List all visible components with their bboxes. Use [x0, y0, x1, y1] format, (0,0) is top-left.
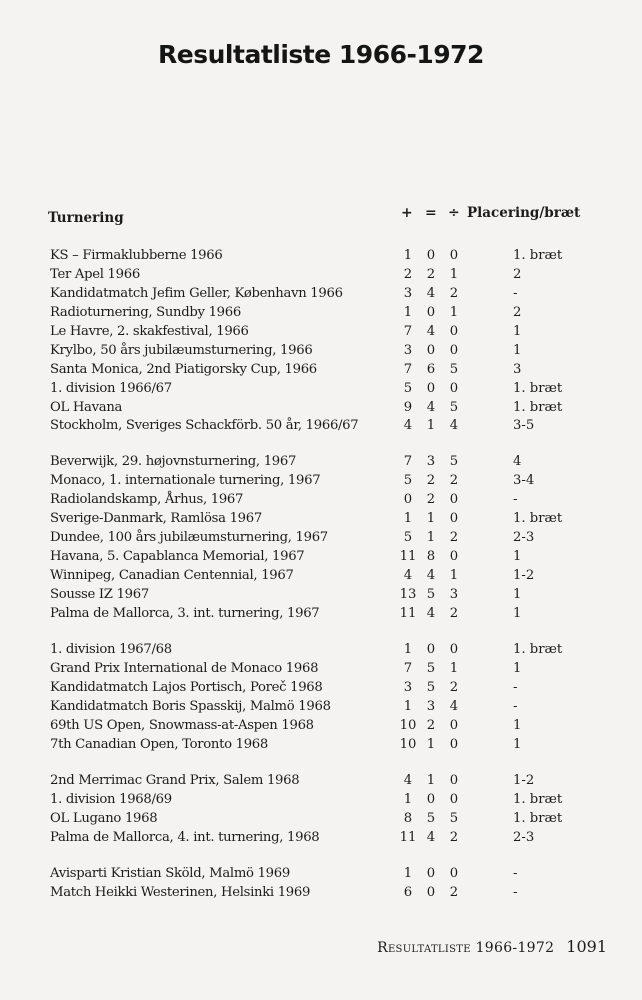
table-row — [0, 471, 642, 490]
draws-cell: 4 — [426, 606, 436, 621]
placement-cell: 1 — [513, 606, 522, 621]
draws-cell: 8 — [426, 549, 436, 564]
tournament-name: Radioturnering, Sundby 1966 — [50, 305, 241, 320]
wins-cell: 4 — [403, 568, 413, 583]
losses-cell: 0 — [449, 248, 459, 263]
placement-cell: - — [513, 885, 518, 900]
placement-cell: 2-3 — [513, 530, 535, 545]
table-row — [0, 678, 642, 697]
table-row — [0, 303, 642, 322]
table-row — [0, 379, 642, 398]
table-row — [0, 604, 642, 623]
wins-cell: 0 — [403, 492, 413, 507]
placement-cell: 1-2 — [513, 568, 535, 583]
table-row — [0, 566, 642, 585]
placement-cell: 1 — [513, 324, 522, 339]
tournament-name: Havana, 5. Capablanca Memorial, 1967 — [50, 549, 305, 564]
tournament-name: 69th US Open, Snowmass-at-Aspen 1968 — [50, 718, 314, 733]
wins-cell: 6 — [403, 885, 413, 900]
losses-cell: 0 — [449, 324, 459, 339]
placement-cell: 3-5 — [513, 418, 535, 433]
wins-cell: 3 — [403, 286, 413, 301]
table-row — [0, 322, 642, 341]
wins-cell: 1 — [403, 792, 413, 807]
table-row — [0, 828, 642, 847]
wins-cell: 4 — [403, 773, 413, 788]
losses-cell: 0 — [449, 549, 459, 564]
wins-cell: 2 — [403, 267, 413, 282]
draws-cell: 2 — [426, 267, 436, 282]
losses-cell: 2 — [449, 830, 459, 845]
wins-cell: 7 — [403, 324, 413, 339]
losses-cell: 0 — [449, 511, 459, 526]
wins-cell: 13 — [399, 587, 417, 602]
draws-cell: 3 — [426, 699, 436, 714]
placement-cell: 1 — [513, 737, 522, 752]
table-row — [0, 246, 642, 265]
draws-cell: 0 — [426, 866, 436, 881]
losses-cell: 2 — [449, 286, 459, 301]
wins-cell: 1 — [403, 866, 413, 881]
wins-cell: 9 — [403, 400, 413, 415]
wins-cell: 3 — [403, 343, 413, 358]
draws-cell: 0 — [426, 642, 436, 657]
draws-cell: 5 — [426, 661, 436, 676]
draws-cell: 3 — [426, 454, 436, 469]
losses-cell: 0 — [449, 381, 459, 396]
wins-cell: 11 — [399, 830, 417, 845]
tournament-name: Kandidatmatch Boris Spasskij, Malmö 1968 — [50, 699, 331, 714]
draws-cell: 0 — [426, 885, 436, 900]
wins-cell: 1 — [403, 642, 413, 657]
draws-cell: 4 — [426, 286, 436, 301]
draws-cell: 4 — [426, 568, 436, 583]
losses-cell: 0 — [449, 492, 459, 507]
placement-cell: 3-4 — [513, 473, 535, 488]
table-row — [0, 585, 642, 604]
wins-cell: 8 — [403, 811, 413, 826]
draws-cell: 1 — [426, 737, 436, 752]
placement-cell: 1. bræt — [513, 642, 563, 657]
tournament-name: Match Heikki Westerinen, Helsinki 1969 — [50, 885, 311, 900]
draws-cell: 0 — [426, 248, 436, 263]
table-row — [0, 735, 642, 754]
losses-cell: 2 — [449, 606, 459, 621]
tournament-name: OL Havana — [50, 400, 123, 415]
placement-cell: - — [513, 699, 518, 714]
column-header-tournament: Turnering — [48, 210, 124, 226]
placement-cell: 1. bræt — [513, 792, 563, 807]
losses-cell: 0 — [449, 718, 459, 733]
losses-cell: 5 — [449, 454, 459, 469]
draws-cell: 5 — [426, 680, 436, 695]
wins-cell: 10 — [399, 737, 417, 752]
losses-cell: 4 — [449, 418, 459, 433]
tournament-name: Ter Apel 1966 — [50, 267, 140, 282]
tournament-name: Le Havre, 2. skakfestival, 1966 — [50, 324, 249, 339]
placement-cell: 1 — [513, 587, 522, 602]
placement-cell: 1. bræt — [513, 248, 563, 263]
tournament-name: Palma de Mallorca, 3. int. turnering, 1967 — [50, 606, 320, 621]
wins-cell: 5 — [403, 473, 413, 488]
wins-cell: 11 — [399, 549, 417, 564]
placement-cell: 1. bræt — [513, 811, 563, 826]
draws-cell: 1 — [426, 530, 436, 545]
wins-cell: 5 — [403, 530, 413, 545]
draws-cell: 5 — [426, 811, 436, 826]
wins-cell: 11 — [399, 606, 417, 621]
table-row — [0, 284, 642, 303]
wins-cell: 3 — [403, 680, 413, 695]
losses-cell: 2 — [449, 473, 459, 488]
draws-cell: 4 — [426, 400, 436, 415]
table-row — [0, 864, 642, 883]
column-header-placement: Placering/bræt — [467, 205, 581, 221]
placement-cell: 2 — [513, 305, 522, 320]
table-row — [0, 528, 642, 547]
losses-cell: 1 — [449, 267, 459, 282]
table-row — [0, 809, 642, 828]
placement-cell: 1-2 — [513, 773, 535, 788]
placement-cell: - — [513, 680, 518, 695]
losses-cell: 2 — [449, 885, 459, 900]
tournament-name: Sousse IZ 1967 — [50, 587, 149, 602]
placement-cell: 4 — [513, 454, 522, 469]
tournament-name: Kandidatmatch Jefim Geller, København 1966 — [50, 286, 343, 301]
losses-cell: 1 — [449, 305, 459, 320]
placement-cell: 1. bræt — [513, 511, 563, 526]
wins-cell: 7 — [403, 661, 413, 676]
tournament-name: KS – Firmaklubberne 1966 — [50, 248, 223, 263]
placement-cell: 1 — [513, 661, 522, 676]
page-title: Resultatliste 1966-1972 — [158, 40, 484, 69]
tournament-name: 1. division 1968/69 — [50, 792, 172, 807]
losses-cell: 5 — [449, 811, 459, 826]
table-row — [0, 341, 642, 360]
losses-cell: 0 — [449, 866, 459, 881]
losses-cell: 1 — [449, 568, 459, 583]
wins-cell: 7 — [403, 454, 413, 469]
table-row — [0, 771, 642, 790]
placement-cell: - — [513, 866, 518, 881]
tournament-name: Grand Prix International de Monaco 1968 — [50, 661, 319, 676]
tournament-name: Winnipeg, Canadian Centennial, 1967 — [50, 568, 294, 583]
placement-cell: 2 — [513, 267, 522, 282]
table-row — [0, 452, 642, 471]
draws-cell: 1 — [426, 418, 436, 433]
table-row — [0, 265, 642, 284]
table-row — [0, 547, 642, 566]
draws-cell: 0 — [426, 305, 436, 320]
table-row — [0, 697, 642, 716]
losses-cell: 5 — [449, 362, 459, 377]
losses-cell: 4 — [449, 699, 459, 714]
losses-cell: 0 — [449, 737, 459, 752]
table-row — [0, 490, 642, 509]
losses-cell: 0 — [449, 642, 459, 657]
column-header-draws: = — [425, 205, 437, 221]
tournament-name: Monaco, 1. internationale turnering, 1967 — [50, 473, 321, 488]
wins-cell: 1 — [403, 248, 413, 263]
placement-cell: 1 — [513, 343, 522, 358]
page-footer — [377, 937, 607, 956]
tournament-name: OL Lugano 1968 — [50, 811, 158, 826]
losses-cell: 2 — [449, 680, 459, 695]
placement-cell: 3 — [513, 362, 522, 377]
draws-cell: 2 — [426, 492, 436, 507]
draws-cell: 2 — [426, 473, 436, 488]
placement-cell: 1. bræt — [513, 400, 563, 415]
draws-cell: 6 — [426, 362, 436, 377]
tournament-name: Avisparti Kristian Sköld, Malmö 1969 — [50, 866, 290, 881]
losses-cell: 0 — [449, 792, 459, 807]
losses-cell: 1 — [449, 661, 459, 676]
wins-cell: 5 — [403, 381, 413, 396]
draws-cell: 4 — [426, 324, 436, 339]
tournament-name: Beverwijk, 29. højovnsturnering, 1967 — [50, 454, 297, 469]
tournament-name: Kandidatmatch Lajos Portisch, Poreč 1968 — [50, 680, 323, 695]
table-row — [0, 716, 642, 735]
running-head: Resultatliste 1966-1972 — [377, 940, 555, 956]
table-row — [0, 790, 642, 809]
placement-cell: - — [513, 286, 518, 301]
tournament-name: 1. division 1967/68 — [50, 642, 172, 657]
tournament-name: Sverige-Danmark, Ramlösa 1967 — [50, 511, 262, 526]
tournament-name: Santa Monica, 2nd Piatigorsky Cup, 1966 — [50, 362, 317, 377]
table-row — [0, 640, 642, 659]
placement-cell: 1. bræt — [513, 381, 563, 396]
losses-cell: 3 — [449, 587, 459, 602]
placement-cell: 1 — [513, 718, 522, 733]
draws-cell: 0 — [426, 343, 436, 358]
tournament-name: Palma de Mallorca, 4. int. turnering, 1968 — [50, 830, 320, 845]
draws-cell: 2 — [426, 718, 436, 733]
column-header-losses: ÷ — [448, 205, 460, 221]
draws-cell: 1 — [426, 773, 436, 788]
tournament-name: Dundee, 100 års jubilæumsturnering, 1967 — [50, 530, 328, 545]
table-row — [0, 509, 642, 528]
placement-cell: - — [513, 492, 518, 507]
tournament-name: Krylbo, 50 års jubilæumsturnering, 1966 — [50, 343, 313, 358]
tournament-name: 2nd Merrimac Grand Prix, Salem 1968 — [50, 773, 300, 788]
wins-cell: 4 — [403, 418, 413, 433]
wins-cell: 1 — [403, 511, 413, 526]
losses-cell: 5 — [449, 400, 459, 415]
tournament-name: 7th Canadian Open, Toronto 1968 — [50, 737, 268, 752]
losses-cell: 0 — [449, 343, 459, 358]
wins-cell: 1 — [403, 305, 413, 320]
table-row — [0, 659, 642, 678]
table-row — [0, 360, 642, 379]
draws-cell: 5 — [426, 587, 436, 602]
wins-cell: 10 — [399, 718, 417, 733]
page-number: 1091 — [566, 937, 607, 956]
table-row — [0, 398, 642, 417]
table-row — [0, 416, 642, 435]
tournament-name: Radiolandskamp, Århus, 1967 — [50, 492, 244, 507]
table-row — [0, 883, 642, 902]
draws-cell: 1 — [426, 511, 436, 526]
placement-cell: 2-3 — [513, 830, 535, 845]
losses-cell: 2 — [449, 530, 459, 545]
wins-cell: 1 — [403, 699, 413, 714]
tournament-name: 1. division 1966/67 — [50, 381, 172, 396]
column-header-wins: + — [401, 205, 413, 221]
losses-cell: 0 — [449, 773, 459, 788]
tournament-name: Stockholm, Sveriges Schackförb. 50 år, 1966/67 — [50, 418, 359, 433]
draws-cell: 0 — [426, 792, 436, 807]
wins-cell: 7 — [403, 362, 413, 377]
draws-cell: 0 — [426, 381, 436, 396]
draws-cell: 4 — [426, 830, 436, 845]
placement-cell: 1 — [513, 549, 522, 564]
